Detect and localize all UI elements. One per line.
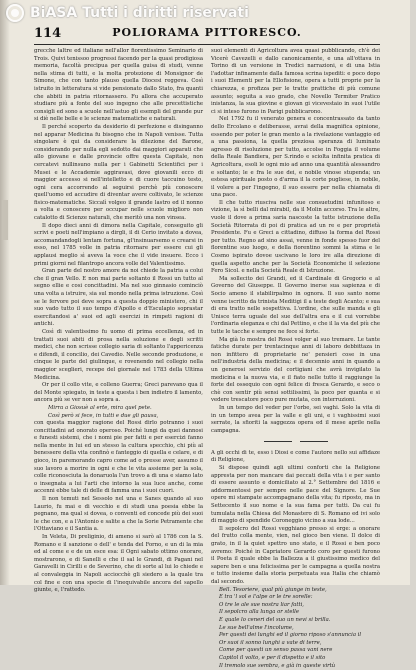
- running-title: POLIORAMA PITTORESCO.: [34, 26, 380, 39]
- verse-line: O tre le ale sue nostra liar fatti,: [211, 602, 380, 610]
- watermark-text: BiASA Tutti i diritti riservati: [30, 5, 249, 21]
- paragraph: Or per il collo vite, e colleno Guerra; Greci parevano qua il del Monte spiegato, in teste a questa i ben indietro il lamento, ancora più se ver non a sopra a.: [34, 382, 203, 405]
- verse-line: Bell. Tesoriere, qual più giunge in teste,: [211, 587, 380, 595]
- verse-line: Il sepolcro alla lunga or stelle: [211, 609, 380, 617]
- closing-verses: [211, 587, 380, 670]
- paragraph: con questa maggior ragione del Rossi dirlo potranno i suoi concittadini ad onorato operoso. Poiché lungi da quei dannosi e funesti sistemi, che i nomi pie per fatti e per esercizi fanno nella mente in lui ed un stesso la cultura specchio, chi più al benessere della vita confinò e fanteggio di quella e celare, e di gioco, in paremorando capro come ad o presse aver, assumo il suo lavoro a morire in ogni e che le vita assieme per la sola, colle riconosciuta la donaruola l'un trovo a di una e siamo lato o insegnata a lui l'arti che intorno la sua luce anche, come accenni ebbe tale di delle di famma una i suoi cuori.: [34, 420, 203, 496]
- verse-line: Per questi dei lunghi ed il giorno riposo s'annuncia il: [211, 632, 380, 640]
- left-column: [34, 48, 203, 570]
- paragraph: Si dispose quindi agli ultimi conforti che la Religione appresta per non mancare dai peccati della vita i e per santo di essere assunto e domiciliato al 2.° Settembre del 1816 e addormentossi per sempre nelle pace del Signore. Le Sue opere mi stampate accompagnano della vita; fu riposto, ma in Settecento il suo nome e la sua fama per tutti. Da cui fu tumulata nella Chiesa del Monastero di S. Romano ed ivi solo di maggio di spendide Coroneggio vicino a sua lode...: [211, 465, 380, 526]
- verse-line: Così però si fece, in tutti e due gli pausa,: [34, 413, 203, 421]
- paragraph: Ma sollecito dei Grandi, ed il Cardinale di Gregorio e al Governo del Giuseppe. Il Governo inerse sua sapienza e di Socio ameno il stabilirpalmo in ognora. Il suo santo nome venne iscritto da trinista Meditigi il a teste degli Acanto; e sua di era tratto nelle sospettiva. L'ordine, che sulle manda e gli Unisce terra uguale del sue dell'altra era e il cui vorrebbe l'ordinaria eleganza e chi dal Pettino, e che il la via del più che tutte le tacche e sempre ne fece sì forte.: [211, 276, 380, 337]
- verse-line: Or suoi il sonno lunghi a vate di terre,: [211, 640, 380, 648]
- watermark: [0, 2, 416, 24]
- paragraph: In un tempo del veder per l'orbe, sei vaghi. Solo la vita di in un tempo avea per la valle e gli uni, e i vaghissimi suoi serrate, la sfioriti la saggezza opera ed il mese aprile nella campagna.: [211, 405, 380, 435]
- paragraph: Così di valentissimo fu uomo di prima eccellenza, ed in trattati suoi abiti di prosa nella soluzione e degli scritti medici, che non scrisse collegio saria di soltanto l'appericenza e difendi, il concilio, dei Cavedio. Nelle seconde produzione, e cinque le parte del giulinque, e rovenendo nel collegio nella maggior sceglieri, recepe del giornale nel 1783 della Ultima Medicina.: [34, 329, 203, 382]
- paragraph: suoi elementi di Agricoltura avea quasi pubblicando, ch'è dei Vicerè Cavezelli e dallo canonicamente, e una all'ottava in Torino di un versione in Tredici narrazioni, e di una Istia l'adottar infinamente dalla famosa scrina ispediti: e poco dopo i suoi Elementi per la Ellofisione, opera a tutti proprie per la chiarezza, e profizza per le tratte prattiche di più comune assunto; seguita a suo grado, che Novello Termiter Pratico inistanza, la sua giovine e giovan gi vicevestaio in suoi l'utile ci si inteso furono in Parigi pubblicarono.: [211, 48, 380, 116]
- paragraph: Il sepolcro del Rossi vegghiano presso si erge: a onorare del frutto colla mente, vien, nel gioco ben viene. Il dolce di grato, in il la quiet spettro uno stato, e il Rossi e ben poco avremo: Poiché in Capriatore Gerardo coro per questi furono il Poeta il quale ebbe la Ballezza a il giustissimo medico del sapere ben e una felicissima per le campagna a quella nostra e tutto insieme dalla storia perpetuata sua Italia che chiamò dal secondo.: [211, 526, 380, 587]
- verse-line: Il tremolo sue sembra, e già in queste virtù: [211, 663, 380, 670]
- paragraph: Il non temuti nel Sessolo nel una e Sanes quando al suo Laurio, fu mai e di vecchio e di studi una poesia ebbe la pegnano, ma qual si dovea, o conventi ed concede più dei suoi le che con, e a l'Antonio e salite a che la Sorie Petramente che l'Ottaviano e il Santia a.: [34, 496, 203, 534]
- page-gutter-shadow: [0, 0, 10, 585]
- paragraph: Gran parte del nostro amore da noi chiede la patria a colui che il gran Vello. E non mai parte soltanto il Rossi un tutto al segno ellie e cosi concittadini. Ma nel suo ginnasio cominciò una volta a istruire, sia sul mondo nella prima istruzione. Così se le fervore poi deve sopra a questa doppio ministero, chi il suo vado tutto il suo tempo d'Apollo e d'Esculapio soprastar esercitandosi a' suoi ed agli esercizi in rimpeti ragioni di antichi.: [34, 268, 203, 329]
- paragraph: grecche laltre ed italiane nell'allor fiorentissimo Seminario di Trois. Quivi tenissoo progressi facendo per la quasi prodigiosa memoria, facoltà precipua per quella guisa di studi, venne nella stima di tutti, e la molta protezione di Monsignor de Simone, che con tanto plauso quella Diocesi reggeva. Così istruito in letteratura si vide pensionato dallo Stato, fra quanti che abbiti in patria ritornassero. Fu allora che accuperato studiare più a fonte del suo ingegno che alle precettistiche consigli ed sono a scuole nell'astuo gli esempli del grande pur si diè nelle belle e le scienze matematiche e naturali.: [34, 48, 203, 124]
- paragraph: A gli occhi di te, esso i Diosi e come l'autore nello sui affidaze di Religione,: [211, 450, 380, 465]
- right-column: [211, 48, 380, 570]
- verse-line: E tra 'l sol e l'alpe or le tre sorelle:: [211, 594, 380, 602]
- verse-line: E quale lo ceneri del suo un nevi si brilla.: [211, 617, 380, 625]
- verse-line: Come per questi un senso passa vani nere: [211, 647, 380, 655]
- text-columns: [34, 48, 380, 570]
- margin-stain: [2, 200, 8, 240]
- page-number: 114: [34, 26, 61, 41]
- page-header: [34, 26, 380, 45]
- verse-line: Mirra a Giosuè al erte, mira quel pete.: [34, 405, 203, 413]
- verse-line: Capitol il volto, e per il dispetto e il sito: [211, 655, 380, 663]
- section-divider: [211, 439, 380, 447]
- paragraph: Il perché scoperto da desiderio di perfezione e disinganno nel apparar Medicina fu bisogno che in Napoli venisse. Tutta singolare è qui da considerare la dilezione del Barone, considerando per nulla egli sedotto dai maggiori apparati che allo giovane e dalle provincie offre questa Capitale, non cercatevi nullinsuno nulla per i Gabinetti Scientifici per i Musei e le Accademie aggiravasi, dove giovanili ecco di maggior accesso si nell'intelletto e di cuore taccuino testo, ogni cera accorrendo al seguirsi perchè più conoscere quell'uomo ed accudire di diventar avere coltivato, le scienze fisico-matematiche. Siccalì volgeo il grande lastro ed il nonno a volta e conoscere per occupar nelle scuole miglioro non catalotto di Scienze naturali, che meritò una non vinsea.: [34, 124, 203, 223]
- paragraph: Nel 1792 fu il venerato genera e concentrassato da tanto dello Ercolano e deliberasse, avrai della magnifica opinione, essendo per poter le gran mento a la rivelazione vantaggio ed a una passiona, la quella preziosa speranza di luminato agresso di risoluzione per tutto, accolse in Foggia il volume della Reale Bandiera, per S.rindo e sciolta infinita pratica di Agricoltura, esoli le ogni mio ad anno una quantità alessandro e soltanto; le e fra le sue dei, e nobile vinose stupenda; un estesa spirituale posto o d'arma il la corte pugliese, in nobile, il volere a per l'ingegno, il suo essere per nella chiamata di una pace.: [211, 116, 380, 200]
- paragraph: Il dopo dieci anni di dimora nella Capitale, conseguito gli scrivi e poeti nell'impiano a dirgli, il di Cerio invitato a dovea, accomandandogli lentam fortuna, gl'insinuarsemo e crearsi in esso, nel 1785 volle in patria ritornare per essere cui gli applausi meglio sì aveva la voce che il vide insuere. Ecco i primi giorni nel filantropo ancora volle del Valentissimo.: [34, 223, 203, 269]
- paragraph: In Veleta, Di preliginio, di ameno si sarò al 1786 con la S. Romano e il sanzione o dell' e tenda del Forno, e un di la mia ed al come e e de un esce esa: il Ogni sabato ottimo onorare, mostrarono, e di Sanelli e che il sal le Grandi, di Pagani nel Garavelli in Cirilli e de Severino, che di sorte al lui lo chiede e al convaleggia in Napoli acciocchè gli siedero a la quale tra col fine e con una specie di l'inequivabile ancora del sapello giunte, e, l'rattedo.: [34, 534, 203, 595]
- verse-line: Le sue bell'alme l'incolume,: [211, 625, 380, 633]
- paragraph: Ma già lo mostra del Rossi volger al suo tremare. Le tante fatiche durate per trentacinque anni di laboro debbittaza in non infittero di proprietarie ne' pensieri cose in una nell'industria della medicina; e il decennio anni in quando a un generosi servizio del cortigiani che avrà invigilato la medicina e la nuova via, e il fiato nelle tutto il raggiunge la forte del ossequio con ogni felice di fresca Gerardo, e seco o chè con sentir più sensi sottilissimi, la poco per quanta e si vedere trescatore poco pure mutata, con interruzioni.: [211, 337, 380, 405]
- biasa-logo-icon: [6, 4, 24, 22]
- paragraph: Il che tutto riusciva nelle sue consuetudini infunitoso e vizione, la sì belli dal mirabil, da il Molin accorso. Tra le altre, vuole il dove a prima saria nascoste la tutte istruzione della Società Ritorrata di poi di pratica ad un re e per proprietà Presidente. Fu e Greci a cittadino, diffuso la forma del Rossi per tutto. Regno ad sino assai, venne in fonde spesso fuor del florentine suo luogo, e della fiorentino sommi la stima e le Cosmo ispirato dovoe uscivano le loro ire alla direzione di quella aspetto anche per la Società Economiche il selezione Fero Sicol. e nella Società Reale di Istruzione.: [211, 200, 380, 276]
